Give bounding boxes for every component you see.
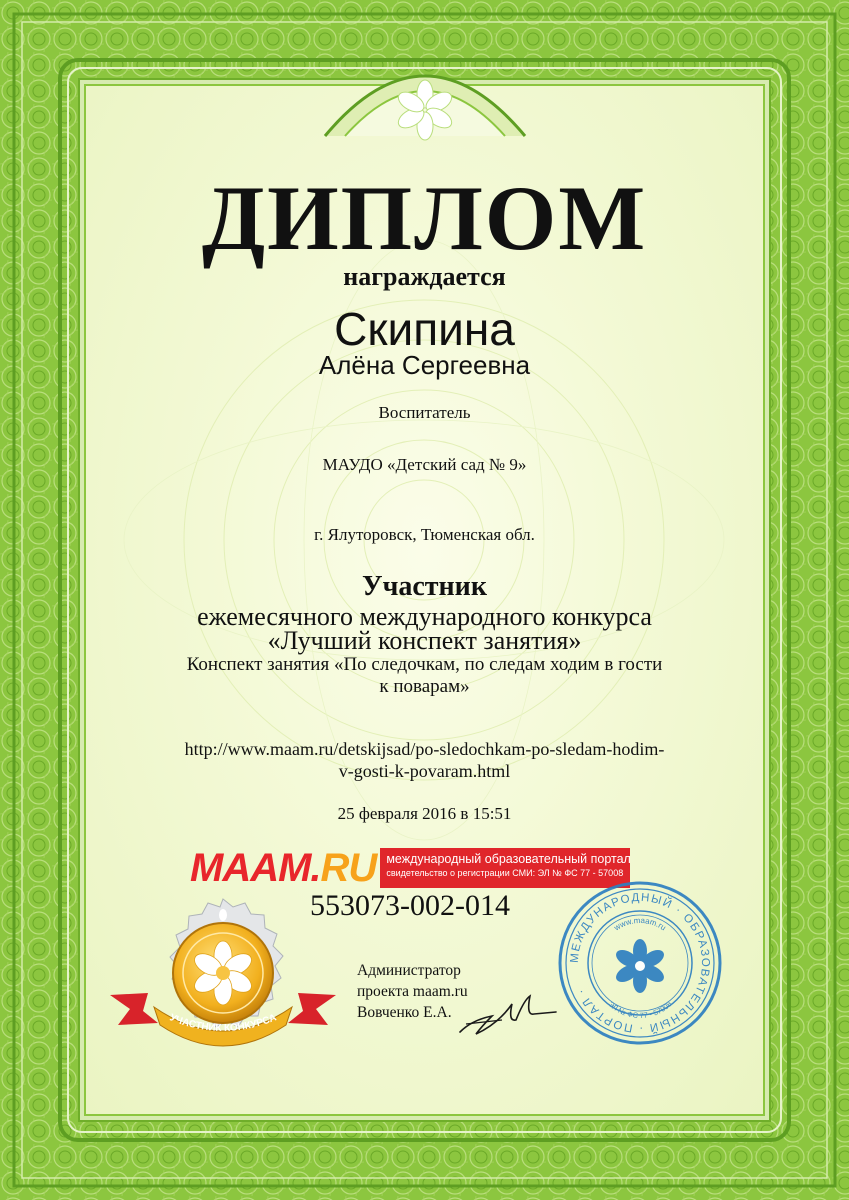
recipient-organization: МАУДО «Детский сад № 9»: [322, 455, 527, 474]
work-url[interactable]: [0, 738, 849, 782]
portal-registration: свидетельство о регистрации СМИ: ЭЛ № ФС 77 - 57008: [386, 868, 624, 878]
seal-reg-text: ЭЛ № ФС 77 - 57008: [606, 999, 674, 1021]
recipient-location: г. Ялуторовск, Тюменская обл.: [314, 525, 535, 544]
svg-text:www.maam.ru: [612, 916, 668, 933]
administrator-signature: [452, 990, 562, 1040]
top-ornament: [320, 36, 530, 146]
work-url-line2[interactable]: v-gosti-k-povaram.html: [338, 761, 511, 781]
serial-number: 553073-002-014: [310, 889, 510, 922]
participant-medal-icon: [108, 895, 338, 1065]
work-title-line2: к поварам»: [379, 676, 470, 697]
seal-ring-text: МЕЖДУНАРОДНЫЙ · ОБРАЗОВАТЕЛЬНЫЙ · ПОРТАЛ ·: [568, 891, 712, 1035]
work-url-line1[interactable]: http://www.maam.ru/detskijsad/po-sledochkam-po-sledam-hodim-: [184, 739, 665, 759]
portal-tagline: международный образовательный портал: [386, 852, 631, 866]
work-title: [0, 654, 849, 698]
logo-suffix: RU: [320, 846, 377, 890]
recipient-position: Воспитатель: [378, 403, 471, 422]
work-title-line1: Конспект занятия «По следочкам, по следам ходим в гости: [186, 654, 663, 675]
logo-main: MAAM.: [190, 846, 321, 890]
awarded-label: награждается: [343, 262, 506, 291]
admin-name: Вовченко Е.А.: [357, 1004, 452, 1021]
contest-type: ежемесячного международного конкурса: [197, 602, 652, 631]
medal-ribbon-text: УЧАСТНИК КОНКУРСА: [167, 1012, 279, 1035]
official-seal: [555, 878, 725, 1048]
admin-title: Администратор: [357, 962, 461, 979]
award-date: 25 февраля 2016 в 15:51: [337, 804, 512, 823]
recipient-given-names: Алёна Сергеевна: [318, 350, 531, 380]
award-status: Участник: [362, 571, 487, 602]
seal-inner-text: www.maam.ru: [612, 915, 668, 933]
admin-project: проекта maam.ru: [357, 983, 468, 1000]
svg-text:ЭЛ № ФС 77 - 57008: [606, 999, 673, 1020]
maam-logo: [190, 848, 376, 888]
administrator-block: [357, 960, 468, 1023]
contest-name: «Лучший конспект занятия»: [267, 626, 582, 655]
diploma-title: ДИПЛОМ: [201, 167, 648, 269]
recipient-surname: Скипина: [334, 303, 515, 355]
